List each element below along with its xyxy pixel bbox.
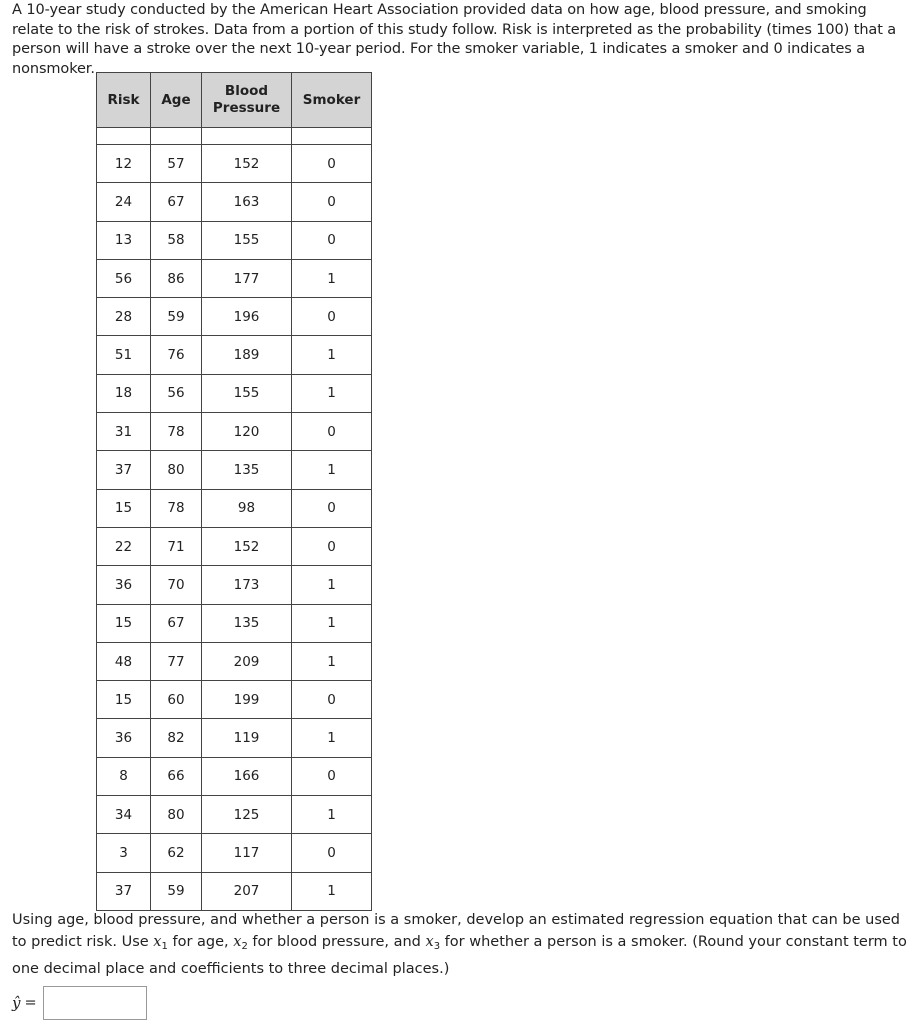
sub-1: 1 <box>161 941 168 952</box>
cell-risk: 34 <box>97 796 151 834</box>
cell-age: 60 <box>151 681 202 719</box>
cell-age: 56 <box>151 374 202 412</box>
cell-age: 80 <box>151 796 202 834</box>
cell-blood-pressure: 152 <box>202 527 292 565</box>
cell-risk: 12 <box>97 145 151 183</box>
table-row <box>97 872 372 910</box>
cell-blood-pressure: 119 <box>202 719 292 757</box>
table-row <box>97 221 372 259</box>
header-risk: Risk <box>97 73 151 128</box>
cell-smoker: 0 <box>292 757 372 795</box>
table-row <box>97 259 372 297</box>
cell-blood-pressure: 166 <box>202 757 292 795</box>
data-table <box>96 72 372 911</box>
table-row <box>97 642 372 680</box>
cell-blood-pressure: 173 <box>202 566 292 604</box>
cell-blood-pressure: 117 <box>202 834 292 872</box>
question-part4: for whether a person is a smoker. (Round your constant term to one decimal place and coefficients to three decimal places.) <box>12 934 907 977</box>
cell-risk: 36 <box>97 566 151 604</box>
question-text <box>12 909 907 980</box>
table-row <box>97 757 372 795</box>
cell-age: 71 <box>151 527 202 565</box>
cell-smoker: 1 <box>292 872 372 910</box>
answer-input[interactable] <box>43 986 147 1020</box>
table-row <box>97 298 372 336</box>
table-row <box>97 681 372 719</box>
cell-age: 57 <box>151 145 202 183</box>
cell-risk: 22 <box>97 527 151 565</box>
header-blood-pressure <box>202 73 292 128</box>
cell-blood-pressure: 155 <box>202 374 292 412</box>
cell-blood-pressure: 135 <box>202 604 292 642</box>
cell-age: 59 <box>151 298 202 336</box>
table-row <box>97 834 372 872</box>
table-row <box>97 719 372 757</box>
cell-age: 70 <box>151 566 202 604</box>
cell-blood-pressure: 135 <box>202 451 292 489</box>
cell-risk: 48 <box>97 642 151 680</box>
table-row <box>97 183 372 221</box>
y-hat-label: ŷ <box>12 994 21 1012</box>
table-row <box>97 413 372 451</box>
cell-age: 59 <box>151 872 202 910</box>
table-header-row <box>97 73 372 128</box>
cell-age: 66 <box>151 757 202 795</box>
cell-risk: 18 <box>97 374 151 412</box>
cell-risk: 56 <box>97 259 151 297</box>
cell-blood-pressure: 152 <box>202 145 292 183</box>
cell-smoker: 0 <box>292 413 372 451</box>
table-row <box>97 336 372 374</box>
cell-smoker: 1 <box>292 642 372 680</box>
cell-smoker: 0 <box>292 221 372 259</box>
table-row <box>97 527 372 565</box>
var-x1: x <box>153 934 162 950</box>
equals-sign: = <box>24 995 37 1011</box>
cell-smoker: 1 <box>292 566 372 604</box>
var-x2: x <box>233 934 242 950</box>
cell-smoker: 1 <box>292 451 372 489</box>
cell-smoker: 0 <box>292 527 372 565</box>
cell-blood-pressure: 196 <box>202 298 292 336</box>
cell-blood-pressure: 155 <box>202 221 292 259</box>
cell-blood-pressure: 199 <box>202 681 292 719</box>
header-smoker: Smoker <box>292 73 372 128</box>
cell-blood-pressure: 207 <box>202 872 292 910</box>
cell-smoker: 0 <box>292 145 372 183</box>
answer-row <box>12 985 147 1021</box>
cell-blood-pressure: 98 <box>202 489 292 527</box>
question-part1: Using age, blood pressure, and whether a person is a smoker, develop an estimated regression equation that can be used to predict risk. Use <box>12 912 900 950</box>
cell-smoker: 1 <box>292 336 372 374</box>
var-x3: x <box>425 934 434 950</box>
table-row <box>97 604 372 642</box>
cell-smoker: 1 <box>292 719 372 757</box>
cell-smoker: 1 <box>292 604 372 642</box>
table-row <box>97 451 372 489</box>
cell-age: 86 <box>151 259 202 297</box>
cell-age: 67 <box>151 183 202 221</box>
header-age: Age <box>151 73 202 128</box>
cell-risk: 3 <box>97 834 151 872</box>
cell-risk: 31 <box>97 413 151 451</box>
header-bp-line1: Blood <box>224 83 269 99</box>
cell-risk: 37 <box>97 872 151 910</box>
header-bp-line2: Pressure <box>212 100 281 116</box>
cell-smoker: 0 <box>292 298 372 336</box>
question-part2: for age, <box>167 934 234 950</box>
cell-blood-pressure: 177 <box>202 259 292 297</box>
table-row <box>97 566 372 604</box>
cell-smoker: 0 <box>292 681 372 719</box>
question-part3: for blood pressure, and <box>247 934 426 950</box>
cell-age: 82 <box>151 719 202 757</box>
table-row <box>97 145 372 183</box>
cell-age: 78 <box>151 489 202 527</box>
table-spacer-row <box>97 128 372 145</box>
cell-blood-pressure: 120 <box>202 413 292 451</box>
cell-age: 80 <box>151 451 202 489</box>
cell-risk: 51 <box>97 336 151 374</box>
cell-age: 78 <box>151 413 202 451</box>
cell-smoker: 0 <box>292 183 372 221</box>
cell-age: 62 <box>151 834 202 872</box>
cell-age: 77 <box>151 642 202 680</box>
table-row <box>97 374 372 412</box>
cell-risk: 15 <box>97 604 151 642</box>
cell-risk: 8 <box>97 757 151 795</box>
intro-text: A 10-year study conducted by the American Heart Association provided data on how age, blood pressure, and smoking relate to the risk of strokes. Data from a portion of this study follow. Risk is interpreted as the probability (times 100) that a person will have a stroke over the next 10-year period. For the smoker variable, 1 indicates a smoker and 0 indicates a nonsmoker. <box>12 2 897 77</box>
cell-smoker: 0 <box>292 834 372 872</box>
cell-risk: 13 <box>97 221 151 259</box>
sub-2: 2 <box>241 941 248 952</box>
table-body <box>97 145 372 911</box>
cell-risk: 36 <box>97 719 151 757</box>
cell-risk: 24 <box>97 183 151 221</box>
cell-age: 76 <box>151 336 202 374</box>
table-row <box>97 796 372 834</box>
sub-3: 3 <box>433 941 441 952</box>
cell-blood-pressure: 189 <box>202 336 292 374</box>
cell-age: 67 <box>151 604 202 642</box>
cell-blood-pressure: 125 <box>202 796 292 834</box>
cell-risk: 15 <box>97 681 151 719</box>
cell-smoker: 1 <box>292 374 372 412</box>
cell-blood-pressure: 163 <box>202 183 292 221</box>
cell-smoker: 1 <box>292 259 372 297</box>
cell-risk: 28 <box>97 298 151 336</box>
cell-risk: 37 <box>97 451 151 489</box>
cell-age: 58 <box>151 221 202 259</box>
cell-blood-pressure: 209 <box>202 642 292 680</box>
cell-smoker: 0 <box>292 489 372 527</box>
cell-smoker: 1 <box>292 796 372 834</box>
cell-risk: 15 <box>97 489 151 527</box>
table-row <box>97 489 372 527</box>
